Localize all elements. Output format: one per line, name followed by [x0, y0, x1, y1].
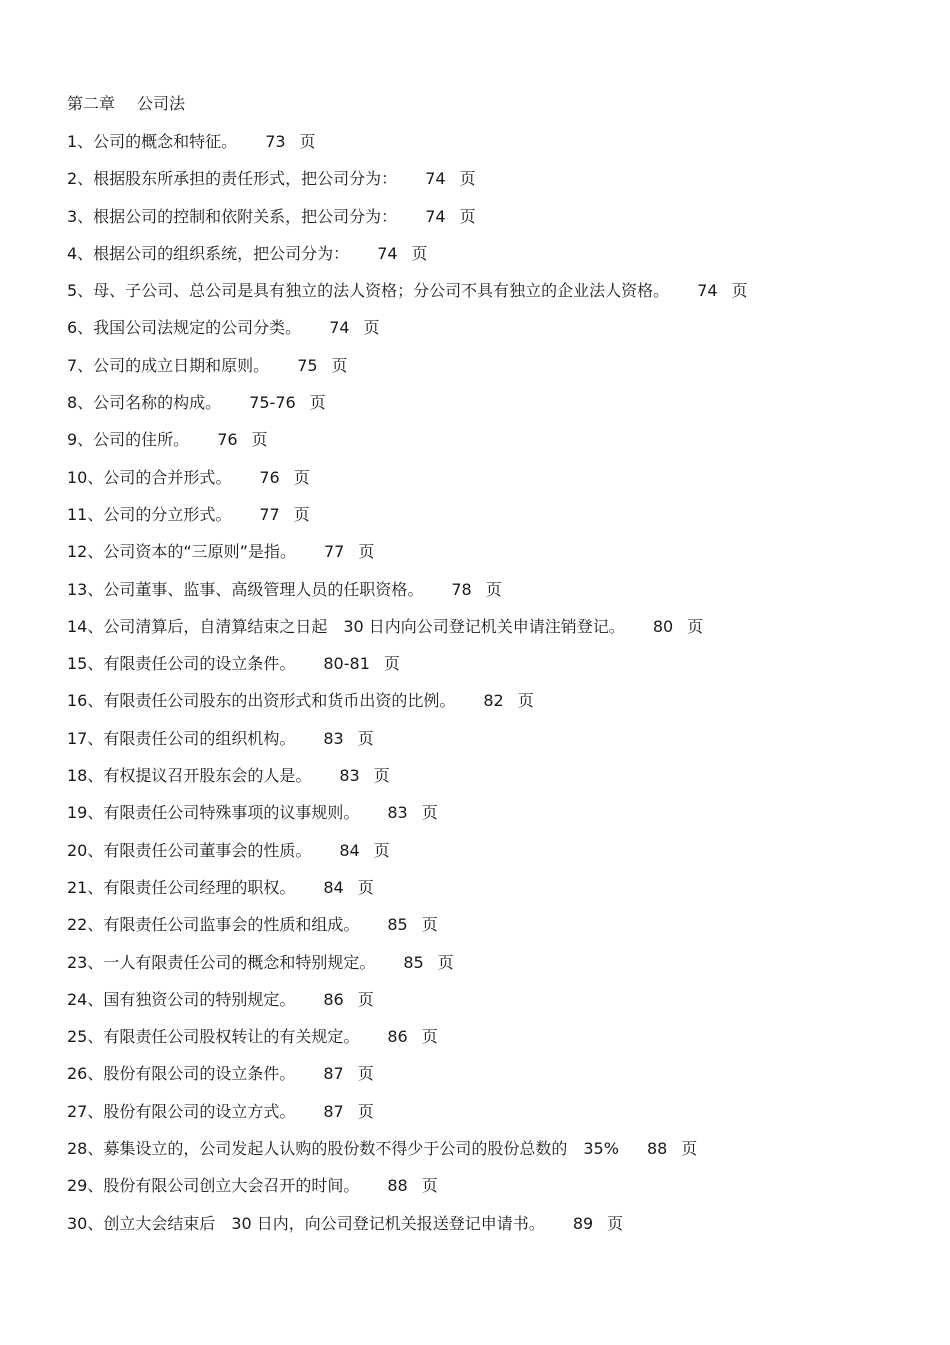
item-page-number: 86: [387, 1027, 408, 1047]
list-item: [67, 466, 748, 503]
item-page-unit: 页: [363, 318, 380, 338]
item-text: 25、有限责任公司股权转让的有关规定。: [67, 1027, 360, 1047]
list-item: [67, 764, 748, 801]
list-item: [67, 540, 748, 577]
item-page-number: 73: [265, 132, 286, 151]
item-page-unit: 页: [331, 355, 348, 375]
item-page-number: 75-76: [249, 393, 296, 413]
item-page-number: 76: [217, 430, 238, 450]
item-text: 14、公司清算后，自清算结束之日起 30 日内向公司登记机关申请注销登记。: [67, 616, 625, 636]
item-page-number: 86: [323, 989, 344, 1009]
item-text: 26、股份有限公司的设立条件。: [67, 1064, 296, 1084]
item-page-unit: 页: [459, 169, 476, 189]
item-page-unit: 页: [358, 542, 375, 562]
list-item: [67, 1212, 748, 1249]
list-item: [67, 1062, 748, 1099]
item-text: 11、公司的分立形式。: [67, 504, 232, 524]
item-page-number: 85: [387, 915, 408, 935]
list-item: [67, 167, 748, 204]
list-item: [67, 316, 748, 353]
item-page-number: 77: [323, 542, 345, 562]
item-page-unit: 页: [251, 430, 268, 450]
item-text: 22、有限责任公司监事会的性质和组成。: [67, 915, 360, 935]
item-text: 3、根据公司的控制和依附关系，把公司分为：: [67, 206, 398, 226]
item-text: 8、公司名称的构成。: [67, 393, 222, 413]
list-item: [67, 913, 748, 950]
item-text: 24、国有独资公司的特别规定。: [67, 989, 296, 1009]
item-page-unit: 页: [299, 132, 316, 151]
item-text: 12、公司资本的“三原则”是指。: [67, 542, 296, 562]
item-text: 17、有限责任公司的组织机构。: [67, 728, 296, 748]
item-page-unit: 页: [437, 952, 454, 972]
item-page-unit: 页: [607, 1213, 624, 1233]
item-page-number: 80: [652, 616, 674, 636]
item-text: 5、母、子公司、总公司是具有独立的法人资格；分公司不具有独立的企业法人资格。: [67, 281, 670, 301]
chapter-title: 公司法: [137, 94, 186, 113]
item-page-number: 89: [572, 1213, 594, 1233]
item-text: 7、公司的成立日期和原则。: [67, 355, 270, 375]
item-page-number: 78: [451, 579, 472, 599]
item-page-unit: 页: [293, 467, 310, 487]
item-page-unit: 页: [357, 1064, 374, 1084]
item-page-number: 85: [403, 952, 424, 972]
list-item: [67, 279, 748, 316]
list-item: [67, 1100, 748, 1137]
item-page-number: 77: [259, 504, 280, 524]
item-page-unit: 页: [421, 1176, 438, 1196]
list-item: [67, 242, 748, 279]
list-item: [67, 801, 748, 838]
item-page-number: 74: [425, 206, 446, 226]
item-page-unit: 页: [485, 579, 502, 599]
item-page-number: 88: [387, 1176, 408, 1196]
item-page-unit: 页: [731, 281, 748, 301]
item-page-unit: 页: [309, 393, 326, 413]
list-item: [67, 615, 748, 652]
item-page-number: 76: [259, 467, 280, 487]
item-page-unit: 页: [373, 766, 390, 786]
item-page-number: 88: [646, 1139, 668, 1159]
item-page-number: 74: [425, 169, 446, 189]
list-item: [67, 130, 748, 167]
item-text: 21、有限责任公司经理的职权。: [67, 877, 296, 897]
item-text: 19、有限责任公司特殊事项的议事规则。: [67, 803, 360, 823]
item-page-number: 74: [697, 281, 718, 301]
item-text: 6、我国公司法规定的公司分类。: [67, 318, 302, 338]
item-page-unit: 页: [357, 1101, 374, 1121]
list-item: [67, 652, 748, 689]
list-item: [67, 1137, 748, 1174]
item-page-number: 87: [323, 1101, 344, 1121]
item-page-unit: 页: [681, 1139, 698, 1159]
list-item: [67, 391, 748, 428]
chapter-label: 第二章: [67, 94, 116, 113]
item-page-number: 84: [323, 877, 344, 897]
item-text: 29、股份有限公司创立大会召开的时间。: [67, 1176, 360, 1196]
item-page-unit: 页: [293, 504, 310, 524]
item-page-unit: 页: [421, 803, 438, 823]
item-page-number: 83: [323, 728, 344, 748]
item-page-unit: 页: [517, 691, 534, 711]
list-item: [67, 503, 748, 540]
item-text: 13、公司董事、监事、高级管理人员的任职资格。: [67, 579, 424, 599]
outline-list: [67, 130, 748, 1249]
item-page-unit: 页: [383, 654, 400, 674]
item-page-number: 87: [323, 1064, 344, 1084]
item-text: 4、根据公司的组织系统，把公司分为：: [67, 243, 350, 263]
item-text: 23、一人有限责任公司的概念和特别规定。: [67, 952, 376, 972]
list-item: [67, 839, 748, 876]
list-item: [67, 951, 748, 988]
item-text: 18、有权提议召开股东会的人是。: [67, 766, 312, 786]
item-text: 15、有限责任公司的设立条件。: [67, 654, 296, 674]
list-item: [67, 1025, 748, 1062]
item-page-number: 75: [297, 355, 318, 375]
item-text: 20、有限责任公司董事会的性质。: [67, 840, 312, 860]
list-item: [67, 876, 748, 913]
item-page-number: 82: [483, 691, 504, 711]
item-text: 10、公司的合并形式。: [67, 467, 232, 487]
chapter-heading: [67, 92, 185, 116]
list-item: [67, 988, 748, 1025]
list-item: [67, 1174, 748, 1211]
item-text: 30、创立大会结束后 30 日内，向公司登记机关报送登记申请书。: [67, 1213, 545, 1233]
list-item: [67, 354, 748, 391]
list-item: [67, 727, 748, 764]
item-page-unit: 页: [411, 243, 428, 263]
item-page-number: 83: [339, 766, 360, 786]
item-page-unit: 页: [421, 915, 438, 935]
item-page-unit: 页: [687, 616, 704, 636]
list-item: [67, 205, 748, 242]
item-page-unit: 页: [373, 840, 390, 860]
item-text: 27、股份有限公司的设立方式。: [67, 1101, 296, 1121]
item-page-unit: 页: [357, 728, 374, 748]
item-page-unit: 页: [459, 206, 476, 226]
item-page-number: 74: [377, 243, 398, 263]
item-page-unit: 页: [357, 877, 374, 897]
list-item: [67, 428, 748, 465]
item-text: 16、有限责任公司股东的出资形式和货币出资的比例。: [67, 691, 456, 711]
list-item: [67, 578, 748, 615]
item-text: 1、公司的概念和特征。: [67, 132, 238, 151]
item-page-unit: 页: [357, 989, 374, 1009]
list-item: [67, 689, 748, 726]
item-text: 9、公司的住所。: [67, 430, 190, 450]
item-page-number: 74: [329, 318, 350, 338]
item-page-number: 80-81: [323, 654, 370, 674]
item-page-number: 84: [339, 840, 360, 860]
item-page-number: 83: [387, 803, 408, 823]
item-text: 28、募集设立的，公司发起人认购的股份数不得少于公司的股份总数的 35%: [67, 1139, 619, 1159]
item-page-unit: 页: [421, 1027, 438, 1047]
item-text: 2、根据股东所承担的责任形式，把公司分为：: [67, 169, 398, 189]
